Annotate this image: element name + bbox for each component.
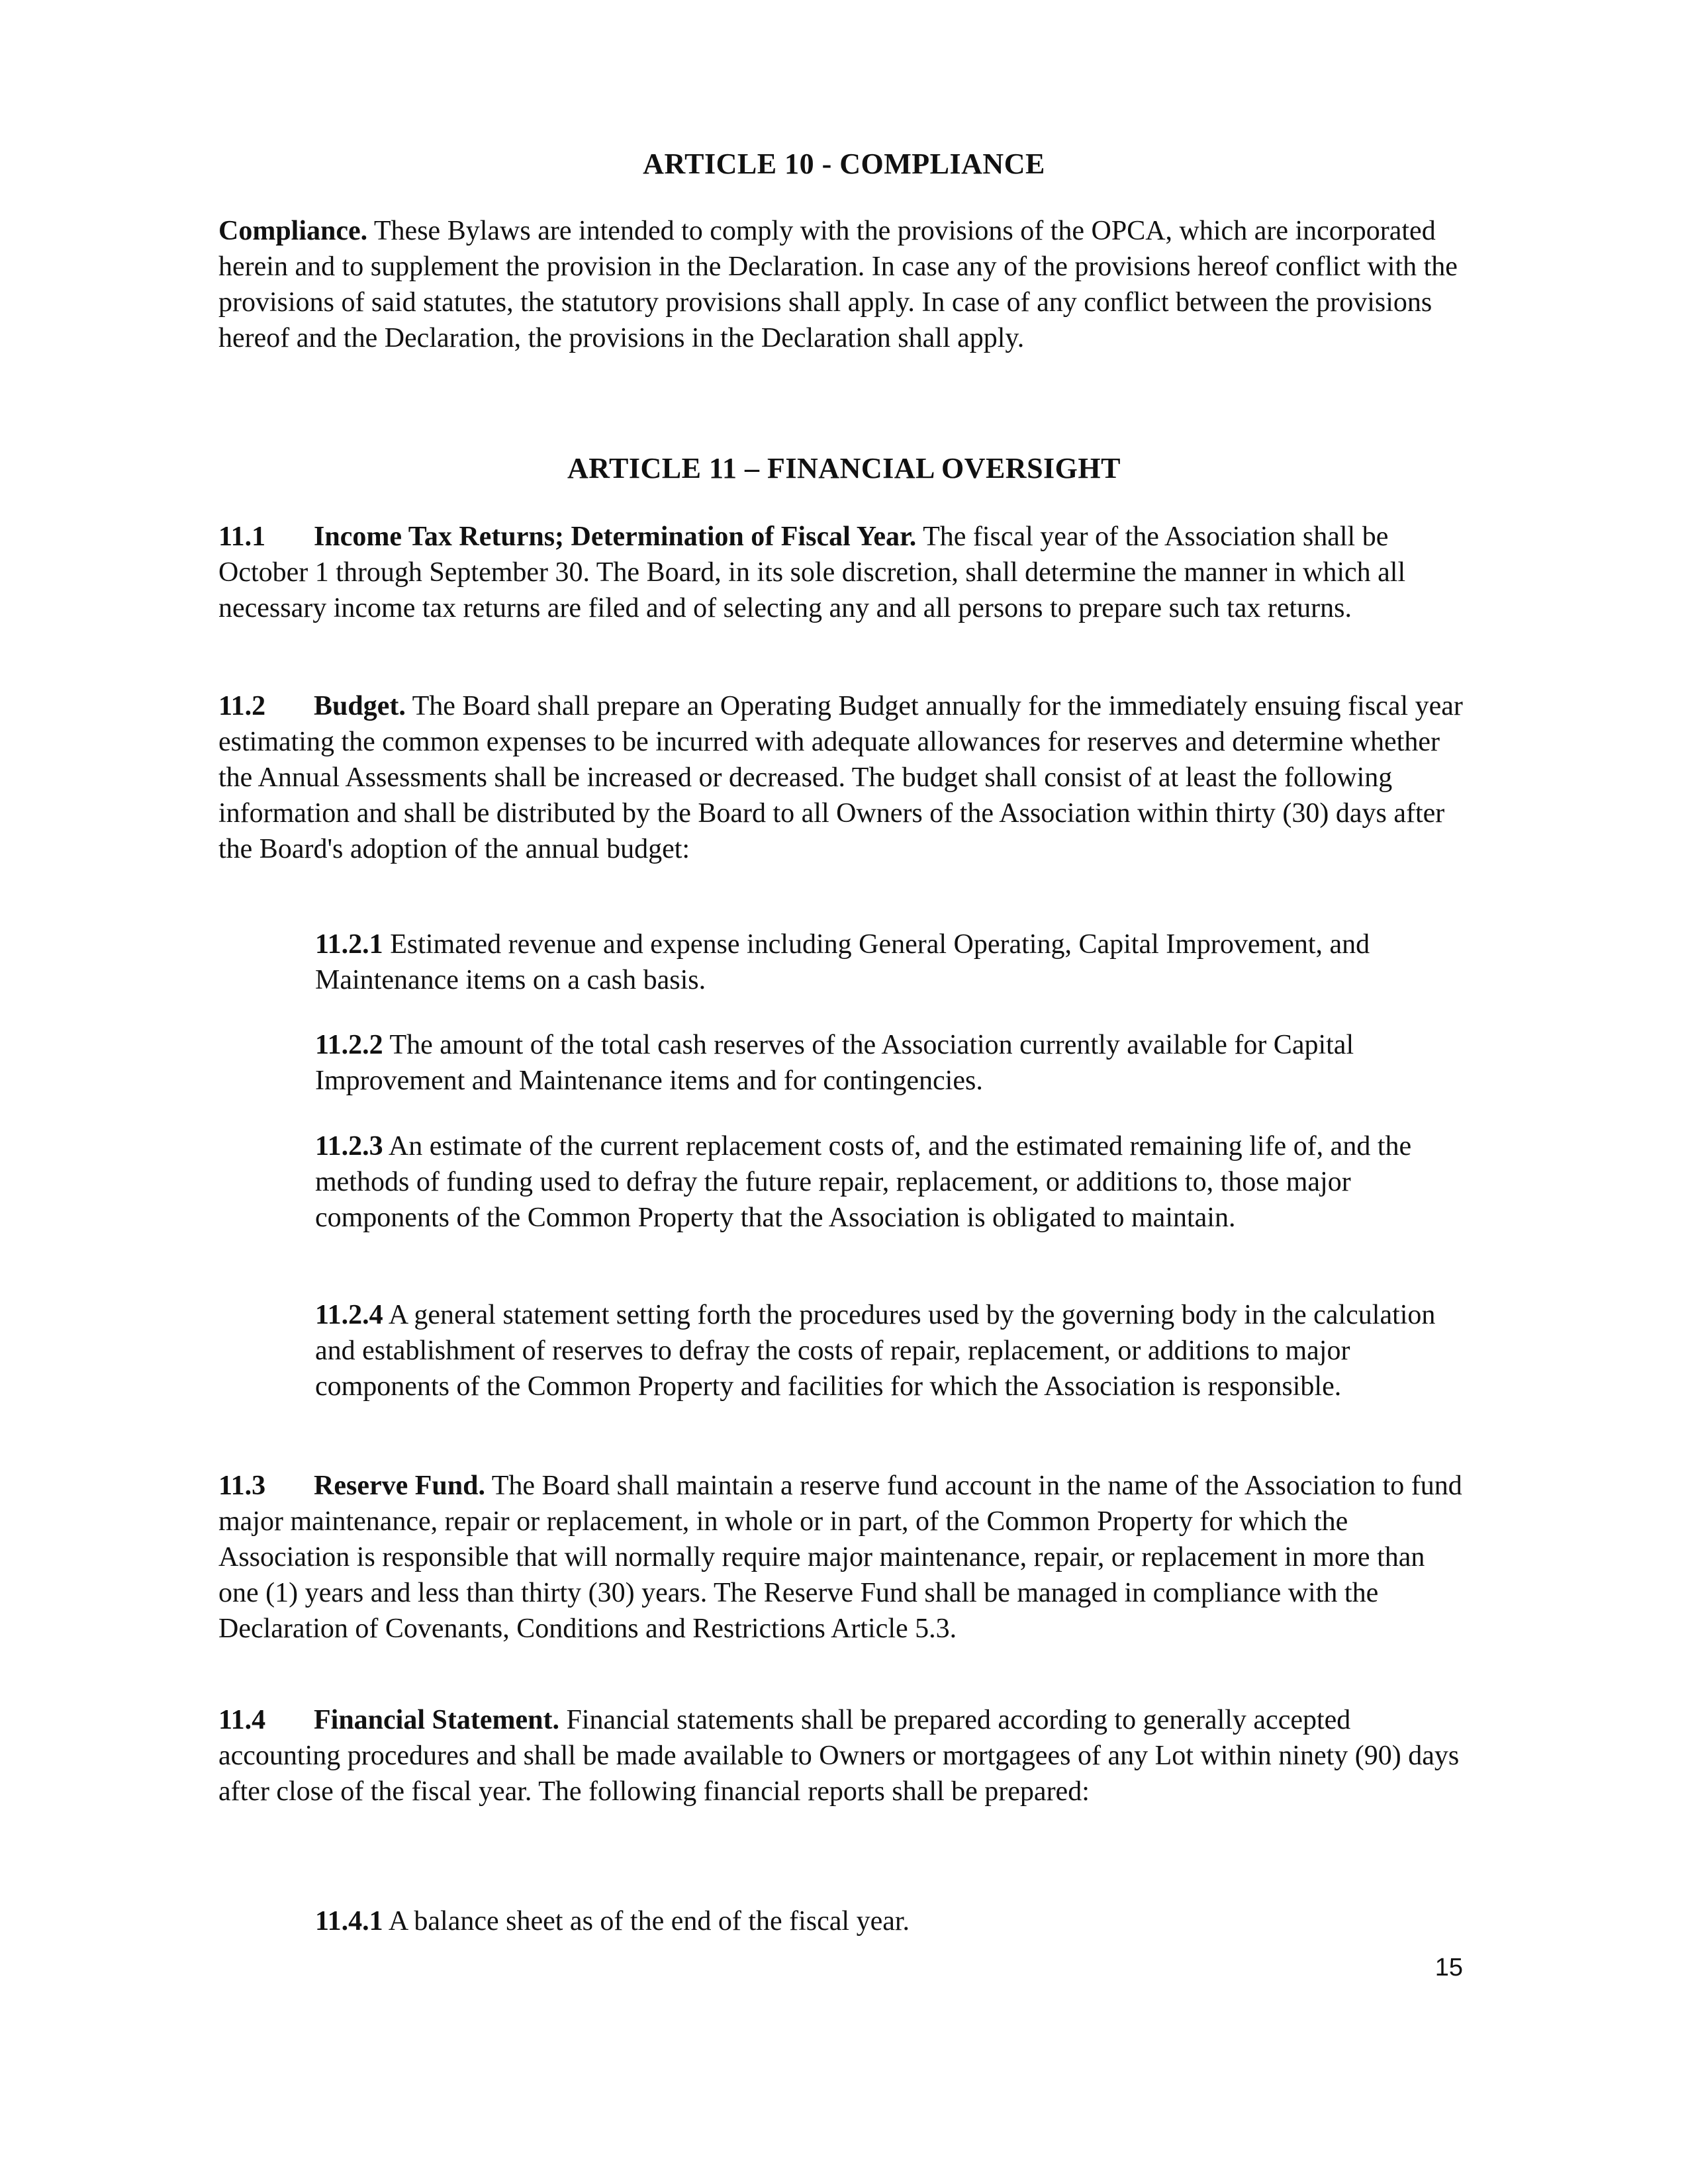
section-11-2 — [218, 688, 1463, 867]
section-number: 11.4.1 — [315, 1906, 383, 1936]
section-number: 11.2 — [218, 691, 266, 721]
section-11-2-1 — [315, 927, 1463, 998]
compliance-text: These Bylaws are intended to comply with the provisions of the OPCA, which are incorporated herein and to supplement the provision in the Declaration. In case any of the provisions hereof conflict with the provisions of said statutes, the statutory provisions shall apply. In case of any conflict between the provisions hereof and the Declaration, the provisions in the Declaration shall apply. — [218, 216, 1458, 353]
section-title: Income Tax Returns; Determination of Fiscal Year. — [314, 522, 917, 552]
section-11-2-4 — [315, 1297, 1463, 1404]
compliance-paragraph — [218, 213, 1463, 356]
section-11-2-3 — [315, 1128, 1463, 1236]
section-text: The Board shall prepare an Operating Budget annually for the immediately ensuing fiscal year estimating the common expenses to be incurred with adequate allowances for reserves and determine whether the Annual Assessments shall be increased or decreased. The budget shall consist of at least the following information and shall be distributed by the Board to all Owners of the Association within thirty (30) days after the Board's adoption of the annual budget: — [218, 691, 1463, 864]
section-text: The fiscal year of the Association shall be October 1 through September 30. The Board, in its sole discretion, shall determine the manner in which all necessary income tax returns are filed and of selecting any and all persons to prepare such tax returns. — [218, 522, 1406, 623]
section-number: 11.1 — [218, 522, 266, 552]
section-11-4-1 — [315, 1903, 1463, 1939]
section-number: 11.4 — [218, 1705, 266, 1735]
section-text: The amount of the total cash reserves of the Association currently available for Capital Improvement and Maintenance items and for contingencies. — [315, 1030, 1354, 1096]
section-title: Financial Statement. — [314, 1705, 559, 1735]
section-text: An estimate of the current replacement costs of, and the estimated remaining life of, and the methods of funding used to defray the future repair, replacement, or additions to, those major components of the Common Property that the Association is obligated to maintain. — [315, 1131, 1412, 1233]
page-number: 15 — [1434, 1954, 1463, 1981]
section-number: 11.3 — [218, 1471, 266, 1501]
section-text: Estimated revenue and expense including General Operating, Capital Improvement, and Maintenance items on a cash basis. — [315, 929, 1370, 995]
section-number: 11.2.2 — [315, 1030, 383, 1060]
section-title: Reserve Fund. — [314, 1471, 485, 1501]
section-11-4 — [218, 1702, 1463, 1809]
section-text: Financial statements shall be prepared according to generally accepted accounting procedures and shall be made available to Owners or mortgagees of any Lot within ninety (90) days after close of the fiscal year. The following financial reports shall be prepared: — [218, 1705, 1460, 1807]
section-number: 11.2.3 — [315, 1131, 383, 1161]
article-10-heading: ARTICLE 10 - COMPLIANCE — [643, 148, 1045, 180]
section-title: Budget. — [314, 691, 406, 721]
section-text: A balance sheet as of the end of the fiscal year. — [388, 1906, 910, 1936]
section-11-1 — [218, 519, 1463, 626]
section-text: A general statement setting forth the procedures used by the governing body in the calculation and establishment of reserves to defray the costs of repair, replacement, or additions to major components of the Common Property and facilities for which the Association is responsible. — [315, 1300, 1436, 1402]
article-11-heading: ARTICLE 11 – FINANCIAL OVERSIGHT — [567, 452, 1121, 484]
section-text: The Board shall maintain a reserve fund account in the name of the Association to fund major maintenance, repair or replacement, in whole or in part, of the Common Property for which the Association is responsible that will normally require major maintenance, repair, or replacement in more than one (1) years and less than thirty (30) years. The Reserve Fund shall be managed in compliance with the Declaration of Covenants, Conditions and Restrictions Article 5.3. — [218, 1471, 1462, 1644]
section-11-3 — [218, 1468, 1463, 1647]
compliance-title: Compliance. — [218, 216, 368, 246]
section-number: 11.2.4 — [315, 1300, 383, 1330]
section-number: 11.2.1 — [315, 929, 383, 960]
section-11-2-2 — [315, 1027, 1463, 1099]
